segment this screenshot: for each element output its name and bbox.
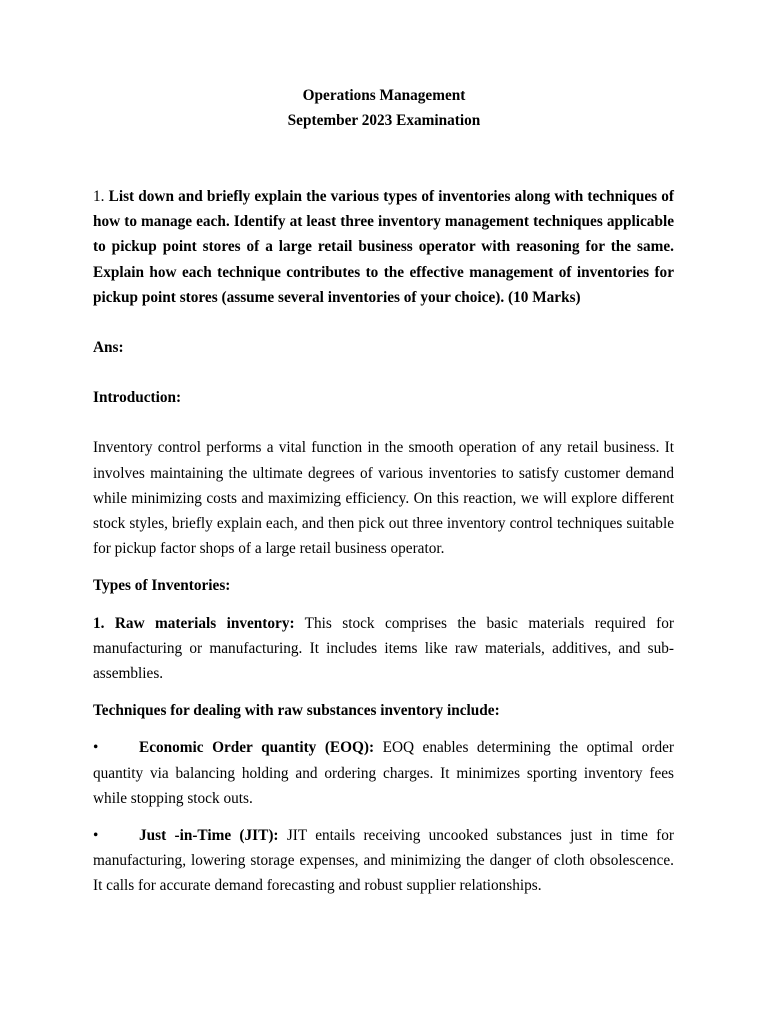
bullet-mark: • [93, 739, 99, 757]
bullet-text: EOQ enables determining the optimal order quantity via balancing holding and ordering charges. It minimizes sporting inventory fees while stopping stock outs. [93, 739, 674, 807]
bullet-label: Just -in-Time (JIT): [139, 827, 279, 845]
raw-materials-text: This stock comprises the basic materials required for manufacturing or manufacturing. It includes items like raw materials, additives, and sub-assemblies. [93, 614, 674, 683]
bullet-text: JIT entails receiving uncooked substances just in time for manufacturing, lowering storage expenses, and minimizing the danger of cloth obsolescence. It calls for accurate demand forecasting and robust supplier relationships. [93, 827, 674, 895]
list-item [93, 735, 674, 811]
answer-label: Ans: [93, 339, 124, 357]
question-number: 1. [93, 188, 105, 205]
techniques-heading: Techniques for dealing with raw substances inventory include: [93, 702, 500, 720]
introduction-heading: Introduction: [93, 389, 182, 407]
types-heading: Types of Inventories: [93, 577, 231, 595]
bullet-mark: • [93, 827, 99, 845]
document-title: Operations Management [302, 87, 466, 104]
document-body [93, 184, 674, 911]
document-subtitle: September 2023 Examination [287, 112, 481, 129]
introduction-paragraph: Inventory control performs a vital function in the smooth operation of any retail business. It involves maintaining the ultimate degrees of various inventories to satisfy customer demand while minimizing costs and maximizing efficiency. On this reaction, we will explore different stock styles, briefly explain each, and then pick out three inventory control techniques suitable for pickup factor shops of a large retail business operator. [93, 439, 674, 558]
raw-materials-paragraph [93, 611, 674, 687]
question-paragraph [93, 184, 674, 310]
bullet-label: Economic Order quantity (EOQ): [139, 739, 375, 757]
raw-materials-label: 1. Raw materials inventory: [93, 614, 295, 632]
question-text: List down and briefly explain the various types of inventories along with techniques of how to manage each. Identify at least three inventory management techniques applicable to pickup point stores of a large retail business operator with reasoning for the same. Explain how each technique contributes to the effective management of inventories for pickup point stores (assume several inventories of your choice). (10 Marks) [93, 188, 674, 306]
list-item [93, 823, 674, 899]
